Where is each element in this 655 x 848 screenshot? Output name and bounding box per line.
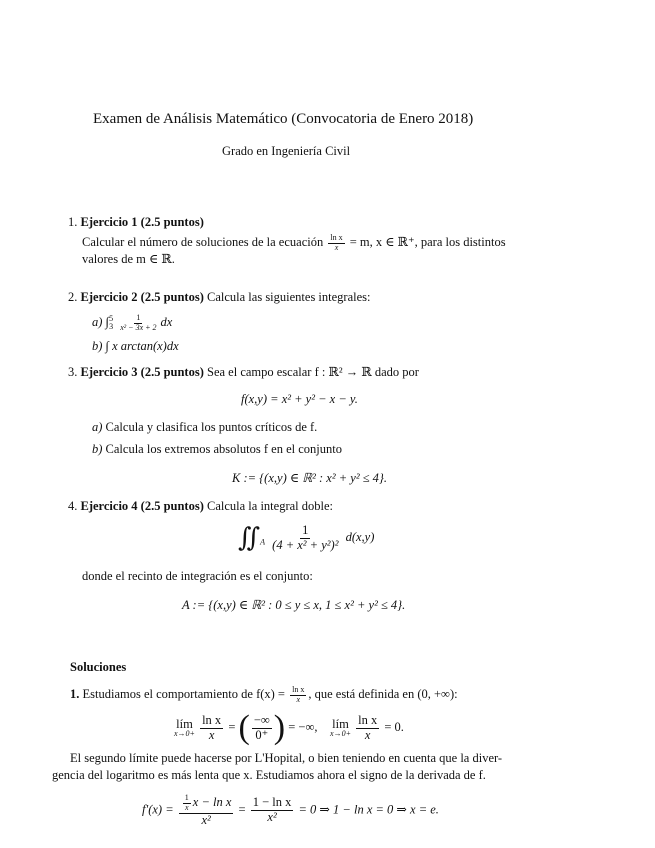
exercise-1-heading	[68, 215, 204, 230]
solution-para-line2: gencia del logaritmo es más lenta que x. Estudiamos ahora el signo de la derivada de f.	[52, 768, 486, 782]
limit-1	[174, 718, 195, 739]
item-text: Calcula y clasifica los puntos críticos de f.	[105, 420, 318, 434]
exercise-3-formula: f(x,y) = x² + y² − x − y.	[241, 392, 358, 406]
limits-equation	[174, 711, 404, 745]
fraction-numerator: ln x	[358, 712, 378, 727]
fraction-denominator: x	[334, 242, 339, 252]
exercise-3-set: K := {(x,y) ∈ ℝ² : x² + y² ≤ 4}.	[232, 471, 388, 485]
exercise-4-after: donde el recinto de integración es el conjunto:	[82, 569, 313, 583]
item-label: a)	[92, 315, 103, 330]
exercise-2-item-b	[92, 339, 179, 354]
fraction-denominator: x²	[267, 810, 277, 825]
text: = −∞,	[288, 719, 318, 734]
item-label: a)	[92, 420, 103, 434]
item-label: b)	[92, 442, 103, 456]
fraction-numerator: ln x	[202, 712, 222, 727]
integral-domain: A	[260, 537, 266, 547]
solution-para-line1: El segundo límite puede hacerse por L'Hopital, o bien teniendo en cuenta que la diver-	[70, 751, 503, 765]
fraction-denominator: x	[184, 802, 189, 812]
exercise-1-line1	[82, 234, 506, 253]
exercise-title: Ejercicio 3 (2.5 puntos)	[80, 365, 204, 379]
fraction-denominator: x² − 3x + 2	[120, 322, 157, 332]
fraction-numerator	[179, 794, 234, 814]
fraction	[356, 714, 379, 743]
text: , que está definida en (0, +∞):	[308, 687, 458, 702]
exercise-title: Ejercicio 1 (2.5 puntos)	[80, 215, 204, 229]
fraction	[183, 794, 191, 813]
exercise-number: 3.	[68, 365, 78, 379]
differential: d(x,y)	[345, 529, 375, 544]
equals: =	[228, 719, 236, 734]
text: = m, x ∈ ℝ⁺, para los distintos	[349, 235, 506, 250]
solution-1-intro	[70, 686, 458, 705]
exercise-2-item-a	[92, 314, 172, 333]
fraction-denominator: (4 + x² + y²)²	[272, 537, 339, 552]
equals: =	[238, 802, 246, 817]
exercise-2-heading	[68, 290, 371, 305]
lim-subscript: x→0+	[174, 729, 195, 739]
item-text: Calcula los extremos absolutos f en el conjunto	[105, 442, 342, 456]
fraction-numerator: 1	[184, 793, 189, 802]
fraction-numerator: ln x	[330, 233, 343, 242]
integral-limits	[109, 315, 113, 331]
exercise-4-heading	[68, 499, 333, 514]
integral-sign: ∫	[105, 314, 110, 330]
fraction-numerator: −∞	[253, 712, 270, 727]
exercise-3-item-a	[92, 420, 317, 435]
exercise-text: Calcula la integral doble:	[207, 499, 333, 513]
left-paren: (	[238, 709, 250, 746]
item-label: b)	[92, 339, 103, 353]
exercise-number: 1.	[68, 215, 78, 229]
fraction	[328, 234, 344, 253]
text: Calcular el número de soluciones de la ecuación	[82, 235, 324, 250]
fraction-denominator: x²	[201, 812, 211, 827]
lim-word: lím	[176, 716, 193, 731]
fraction-denominator: x	[364, 727, 371, 742]
page-subtitle: Grado en Ingeniería Civil	[222, 144, 351, 158]
double-integral-sign: ∬	[238, 523, 261, 552]
fraction	[290, 686, 306, 705]
exercise-title: Ejercicio 4 (2.5 puntos)	[80, 499, 204, 513]
fraction-denominator: x	[296, 694, 300, 704]
exercise-text: Sea el campo escalar f : ℝ² → ℝ dado por	[207, 365, 419, 379]
fraction-denominator: x	[208, 727, 215, 742]
fraction	[179, 794, 234, 827]
exercise-4-set: A := {(x,y) ∈ ℝ² : 0 ≤ y ≤ x, 1 ≤ x² + y² ≤ 4}.	[182, 598, 406, 612]
fraction	[251, 796, 294, 825]
fraction	[118, 314, 158, 333]
text: = 0.	[384, 719, 404, 734]
fraction-numerator: 1 − ln x	[252, 795, 292, 810]
fraction-denominator: 0⁺	[255, 727, 269, 742]
exercise-number: 2.	[68, 290, 78, 304]
text: f′(x) =	[142, 802, 174, 817]
fraction-numerator: 1	[302, 522, 309, 537]
differential: dx	[160, 315, 173, 330]
lim-subscript: x→0+	[330, 729, 351, 739]
limit-2	[330, 718, 351, 739]
fraction-numerator: ln x	[292, 685, 305, 694]
lower-limit: 3	[109, 322, 114, 332]
lim-word: lím	[332, 716, 349, 731]
exercise-title: Ejercicio 2 (2.5 puntos)	[80, 290, 204, 304]
fraction	[200, 714, 223, 743]
upper-limit: 5	[109, 314, 114, 324]
solution-number: 1.	[70, 687, 80, 702]
exercise-text: Calcula las siguientes integrales:	[207, 290, 371, 304]
derivative-equation	[142, 794, 439, 827]
fraction	[270, 524, 340, 553]
exercise-3-item-b	[92, 442, 342, 457]
exercise-number: 4.	[68, 499, 78, 513]
text: = 0 ⇒ 1 − ln x = 0 ⇒ x = e.	[298, 802, 439, 817]
exercise-4-integral	[238, 523, 374, 553]
fraction	[252, 714, 272, 743]
text: x − ln x	[192, 795, 232, 810]
right-paren: )	[273, 709, 286, 746]
exercise-1-line2: valores de m ∈ ℝ.	[82, 252, 175, 266]
text: Estudiamos el comportamiento de f(x) =	[82, 687, 285, 702]
page-title: Examen de Análisis Matemático (Convocatoria de Enero 2018)	[93, 111, 474, 127]
expression: ∫ x arctan(x)dx	[105, 339, 179, 353]
exercise-3-heading	[68, 364, 419, 380]
fraction-numerator: 1	[136, 313, 141, 322]
solutions-heading: Soluciones	[70, 660, 127, 674]
